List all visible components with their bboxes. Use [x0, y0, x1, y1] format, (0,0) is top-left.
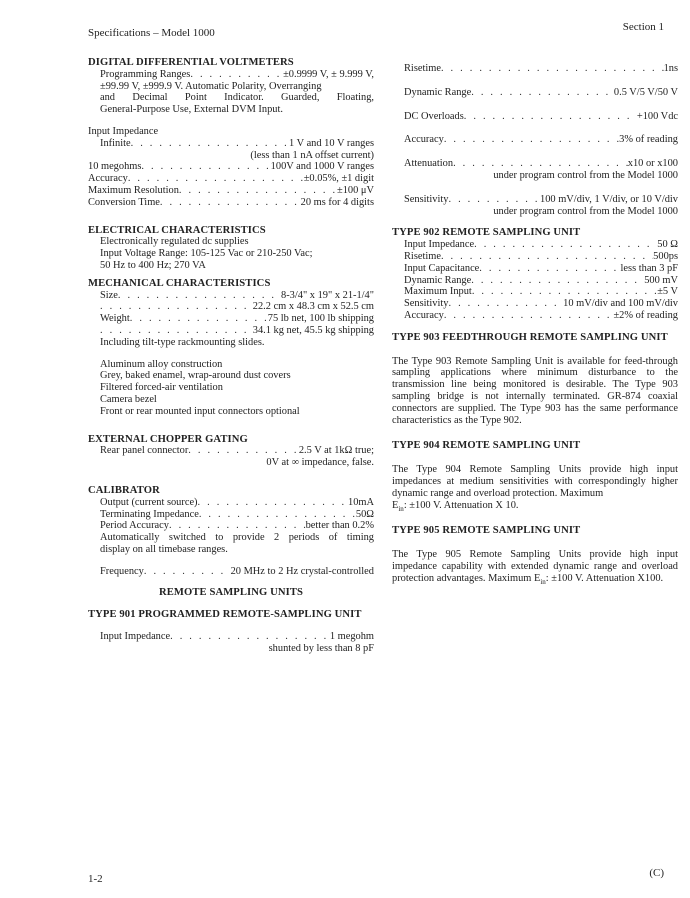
- spec-text: (less than 1 nA offset current): [250, 149, 374, 161]
- right-column: [392, 63, 678, 585]
- footer-mark: (C): [649, 867, 664, 879]
- spec-text: under program control from the Model 1000: [493, 205, 678, 217]
- spec-label: Rear panel connector: [100, 445, 189, 457]
- paragraph-text: The Type 905 Remote Sampling Units provide high input impedance capability with extended dynamic range and overload protection advantages. Maximum: [392, 549, 678, 584]
- paragraph-text: : ±100 V. Attenuation X100.: [545, 572, 664, 584]
- spec-value: ±100 μV: [337, 184, 374, 196]
- type904-paragraph: [392, 464, 678, 511]
- type904-heading: TYPE 904 REMOTE SAMPLING UNIT: [392, 440, 581, 452]
- type901-heading: TYPE 901 PROGRAMMED REMOTE-SAMPLING UNIT: [88, 609, 362, 621]
- spec-label: Maximum Input: [404, 286, 472, 298]
- spec-value: 100V and 1000 V ranges: [270, 161, 374, 173]
- spec-value: 22.2 cm x 48.3 cm x 52.5 cm: [252, 301, 374, 313]
- spec-label: Conversion Time: [88, 196, 160, 208]
- spec-value: 1ns: [663, 63, 678, 74]
- spec-label: Attenuation: [404, 158, 454, 170]
- spec-label: Dynamic Range: [404, 274, 472, 286]
- spec-label: Infinite: [100, 137, 131, 149]
- spec-text: and Decimal Point Indicator. Guarded, Floating,: [100, 92, 374, 104]
- type903-paragraph: The Type 903 Remote Sampling Unit is available for feed-through sampling applications where minimum disturbance to the transmission line being monitored is desirable. The Type 903 sampling bridge is not internally terminated. GR-874 coaxial connectors are supplied. The Type 903 has the same performance characteristics as the Type 902.: [392, 355, 678, 426]
- spec-value: 34.1 kg net, 45.5 kg shipping: [252, 324, 374, 336]
- page-header-section: Section 1: [622, 21, 664, 33]
- type905-heading: TYPE 905 REMOTE SAMPLING UNIT: [392, 525, 581, 537]
- spec-label: Risetime: [404, 63, 441, 74]
- spec-text: Filtered forced-air ventilation: [100, 382, 223, 394]
- impedance-heading: Input Impedance: [88, 125, 159, 137]
- spec-label: Terminating Impedance: [100, 508, 199, 520]
- paragraph-text: : ±100 V. Attenuation X 10.: [403, 499, 519, 511]
- spec-label: Period Accuracy: [100, 520, 169, 532]
- paragraph-subscript: in: [398, 504, 404, 513]
- spec-label: Dynamic Range: [404, 86, 472, 98]
- spec-value: 75 lb net, 100 lb shipping: [267, 313, 374, 325]
- type905-paragraph: [392, 549, 678, 584]
- spec-label: Risetime: [404, 250, 441, 262]
- paragraph-text: The Type 904 Remote Sampling Units provide high input impedances at medium sensitivities with correspondingly higher dynamic range and overload protection. Maximum: [392, 464, 678, 499]
- spec-value: less than 3 pF: [620, 262, 678, 274]
- spec-label: Accuracy: [404, 309, 444, 321]
- spec-value: 3% of reading: [619, 134, 678, 146]
- paragraph-symbol: E: [533, 572, 541, 584]
- spec-value: +100 Vdc: [636, 110, 678, 122]
- spec-text: under program control from the Model 1000: [493, 169, 678, 181]
- type903-heading: TYPE 903 FEEDTHROUGH REMOTE SAMPLING UNIT: [392, 331, 668, 343]
- spec-text: Front or rear mounted input connectors optional: [100, 405, 300, 417]
- dvm-heading: DIGITAL DIFFERENTIAL VOLTMETERS: [88, 57, 294, 68]
- spec-value: 50Ω: [355, 508, 374, 520]
- spec-value: 20 MHz to 2 Hz crystal-controlled: [230, 565, 374, 577]
- spec-value: 100 mV/div, 1 V/div, or 10 V/div: [540, 193, 678, 205]
- spec-label: Maximum Resolution: [88, 184, 179, 196]
- spec-value: better than 0.2%: [305, 520, 374, 532]
- spec-value: ±5 V: [657, 286, 678, 298]
- spec-label: Sensitivity: [404, 298, 449, 310]
- spec-text: Electronically regulated dc supplies: [100, 236, 249, 248]
- spec-value: 2.5 V at 1kΩ true;: [298, 445, 374, 457]
- spec-value: 20 ms for 4 digits: [300, 196, 374, 208]
- spec-value: 1 megohm: [329, 631, 374, 643]
- spec-text: Camera bezel: [100, 393, 157, 405]
- dvm-block: [88, 69, 374, 116]
- spec-text: ±99.99 V, ±999.9 V. Automatic Polarity, Overranging: [100, 80, 322, 92]
- spec-value: x10 or x100: [627, 158, 678, 170]
- spec-value: 0.5 V/5 V/50 V: [613, 86, 678, 98]
- spec-label: Output (current source): [100, 496, 198, 508]
- spec-label: Weight: [100, 313, 130, 325]
- spec-row: [100, 69, 374, 81]
- chopper-heading: EXTERNAL CHOPPER GATING: [88, 433, 248, 445]
- mechanical-heading: MECHANICAL CHARACTERISTICS: [88, 277, 271, 289]
- type902-heading: TYPE 902 REMOTE SAMPLING UNIT: [392, 227, 581, 239]
- spec-label: Sensitivity: [404, 193, 449, 205]
- spec-text: General-Purpose Use, External DVM Input.: [100, 104, 283, 116]
- spec-text: 0V at ∞ impedance, false.: [266, 457, 374, 469]
- spec-value: ±2% of reading: [613, 309, 678, 321]
- spec-text: Automatically switched to provide 2 periods of timing: [100, 532, 374, 544]
- spec-label: Input Impedance: [404, 239, 475, 251]
- spec-label: Accuracy: [404, 134, 444, 146]
- spec-label: Input Capacitance: [404, 262, 480, 274]
- paragraph-subscript: in: [540, 577, 546, 586]
- spec-value: 1 V and 10 V ranges: [289, 137, 374, 149]
- spec-text: Input Voltage Range: 105-125 Vac or 210-250 Vac;: [100, 248, 313, 260]
- spec-value: 500 mV: [644, 274, 678, 286]
- spec-label: Size: [100, 289, 118, 301]
- spec-value: ±0.05%, ±1 digit: [303, 173, 374, 185]
- page-header-title: Specifications – Model 1000: [88, 27, 215, 39]
- spec-value: 10 mV/div and 100 mV/div: [563, 298, 678, 310]
- spec-text: 50 Hz to 400 Hz; 270 VA: [100, 259, 206, 271]
- electrical-heading: ELECTRICAL CHARACTERISTICS: [88, 224, 266, 236]
- spec-text: Aluminum alloy construction: [100, 358, 223, 370]
- spec-text: Grey, baked enamel, wrap-around dust covers: [100, 370, 291, 382]
- spec-value: 10mA: [348, 496, 374, 508]
- spec-label: Frequency: [100, 565, 144, 577]
- remote-sampling-heading: REMOTE SAMPLING UNITS: [159, 587, 303, 599]
- spec-label: Programming Ranges: [100, 68, 191, 80]
- left-column: [88, 57, 374, 655]
- page-number: 1-2: [88, 873, 103, 885]
- spec-label: Input Impedance: [100, 631, 171, 643]
- calibrator-heading: CALIBRATOR: [88, 484, 160, 496]
- spec-value: ±0.9999 V, ± 9.999 V,: [283, 68, 374, 80]
- paragraph-symbol: E: [392, 499, 399, 511]
- spec-text: Including tilt-type rackmounting slides.: [100, 336, 265, 348]
- spec-label: Accuracy: [88, 173, 128, 185]
- spec-value: 50 Ω: [657, 239, 678, 251]
- spec-text: display on all timebase ranges.: [100, 543, 228, 555]
- spec-label: DC Overloads: [404, 110, 464, 122]
- spec-text: shunted by less than 8 pF: [268, 642, 374, 654]
- spec-value: 500ps: [653, 250, 678, 262]
- spec-label: 10 megohms: [88, 161, 142, 173]
- spec-value: 8-3/4" x 19" x 21-1/4": [281, 289, 374, 301]
